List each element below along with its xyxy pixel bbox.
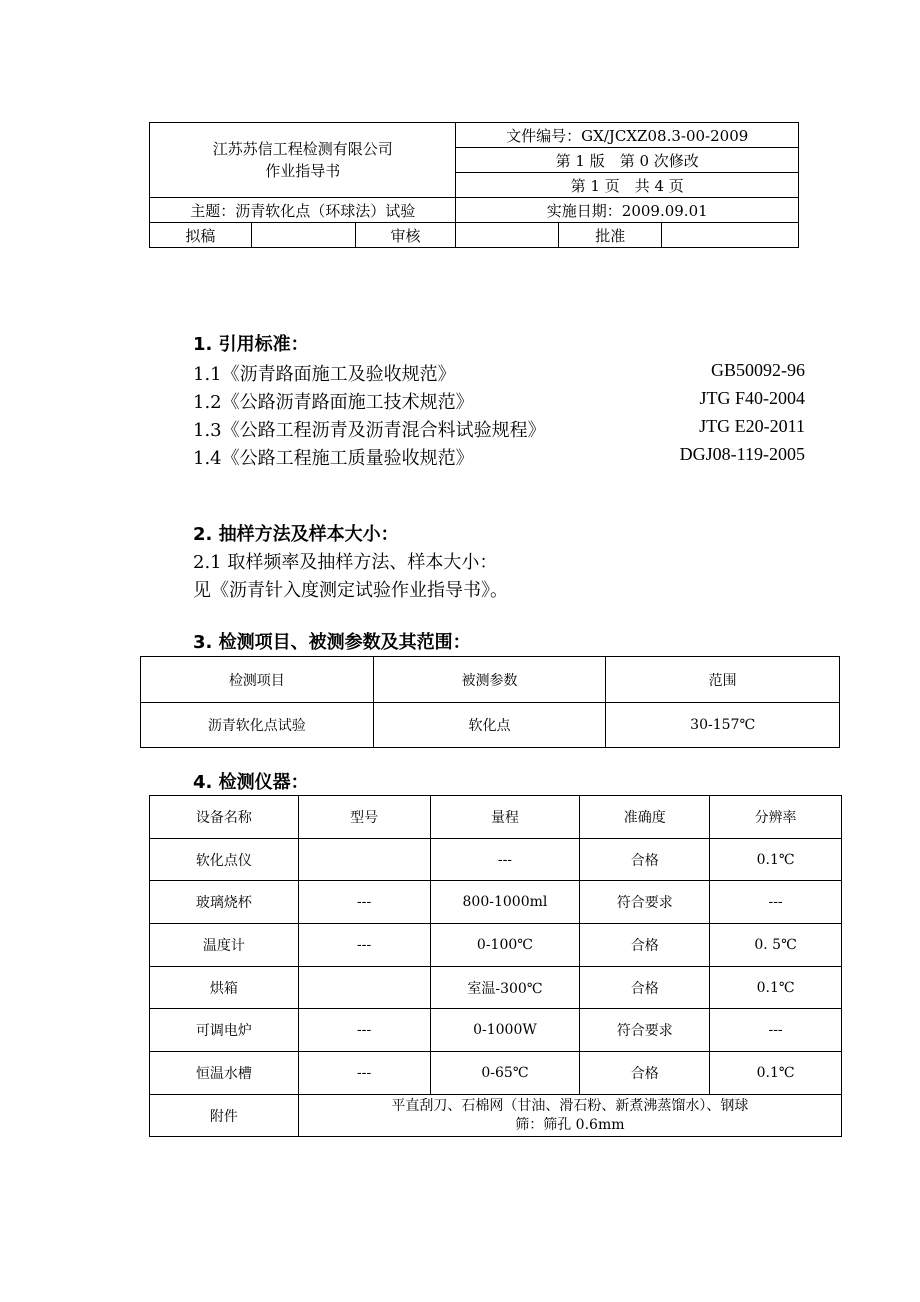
table-row [150, 967, 842, 1009]
reference-name: 1.2《公路沥青路面施工技术规范》 [193, 392, 474, 413]
reference-item [193, 444, 805, 470]
approve-value [662, 223, 799, 248]
subject: 主题：沥青软化点（环球法）试验 [150, 198, 456, 223]
reference-code: GB50092-96 [711, 360, 805, 380]
table-cell: 合格 [580, 839, 710, 881]
table-header: 检测项目 [141, 657, 374, 703]
draft-value [251, 223, 355, 248]
section1-title: 1. 引用标准： [193, 334, 309, 355]
table-cell: 合格 [580, 967, 710, 1009]
reference-code: DGJ08-119-2005 [679, 444, 805, 464]
table-row [150, 839, 842, 881]
document-header-table [149, 122, 799, 248]
table-cell: 0.1℃ [710, 1052, 842, 1095]
table-cell: --- [298, 1009, 430, 1052]
table-header: 型号 [298, 796, 430, 839]
table-cell: 沥青软化点试验 [141, 703, 374, 748]
table-header: 被测参数 [373, 657, 606, 703]
table-row [150, 881, 842, 924]
table-cell: 玻璃烧杯 [150, 881, 299, 924]
section3-title: 3. 检测项目、被测参数及其范围： [193, 632, 471, 653]
section4-title: 4. 检测仪器： [193, 772, 309, 793]
edition-info: 第 1 版 第 0 次修改 [456, 148, 799, 173]
approve-label: 批准 [559, 223, 662, 248]
review-label: 审核 [355, 223, 456, 248]
reference-code: JTG F40-2004 [699, 388, 805, 408]
reference-item [193, 388, 805, 414]
table-cell: --- [710, 881, 842, 924]
accessory-cell [298, 1095, 841, 1137]
doc-number: 文件编号：GX/JCXZ08.3-00-2009 [456, 123, 799, 148]
sampling-reference: 见《沥青针入度测定试验作业指导书》。 [193, 580, 508, 601]
review-value [456, 223, 559, 248]
sampling-line: 2.1 取样频率及抽样方法、样本大小： [193, 552, 498, 573]
reference-name: 1.4《公路工程施工质量验收规范》 [193, 448, 474, 469]
table-cell [298, 967, 430, 1009]
accessory-line: 平直刮刀、石棉网（甘油、滑石粉、新煮沸蒸馏水）、钢球 [391, 1097, 749, 1114]
reference-name: 1.3《公路工程沥青及沥青混合料试验规程》 [193, 420, 546, 441]
table-cell: 0-1000W [430, 1009, 580, 1052]
table-cell: 0-100℃ [430, 924, 580, 967]
table-cell: 合格 [580, 1052, 710, 1095]
accessory-label: 附件 [150, 1095, 299, 1137]
table-header: 分辨率 [710, 796, 842, 839]
table-cell: 软化点仪 [150, 839, 299, 881]
table-cell: 可调电炉 [150, 1009, 299, 1052]
table-cell: 0.1℃ [710, 967, 842, 1009]
table-cell: --- [710, 1009, 842, 1052]
table-row [150, 1052, 842, 1095]
table-cell: 800-1000ml [430, 881, 580, 924]
table-cell: 合格 [580, 924, 710, 967]
table-header: 范围 [606, 657, 840, 703]
table-header: 设备名称 [150, 796, 299, 839]
table-cell: --- [430, 839, 580, 881]
company-name: 江苏苏信工程检测有限公司 [212, 140, 393, 158]
table-cell: 符合要求 [580, 881, 710, 924]
table-cell: 0-65℃ [430, 1052, 580, 1095]
instrument-table [149, 795, 842, 1137]
table-row [150, 1009, 842, 1052]
reference-code: JTG E20-2011 [699, 416, 805, 436]
table-cell: 室温-300℃ [430, 967, 580, 1009]
table-header: 准确度 [580, 796, 710, 839]
page-info: 第 1 页 共 4 页 [456, 173, 799, 198]
company-name-cell [150, 123, 456, 198]
table-cell: 0. 5℃ [710, 924, 842, 967]
table-cell [298, 839, 430, 881]
table-cell: --- [298, 881, 430, 924]
accessory-line: 筛：筛孔 0.6mm [515, 1116, 625, 1133]
table-cell: 0.1℃ [710, 839, 842, 881]
table-header: 量程 [430, 796, 580, 839]
section2-title: 2. 抽样方法及样本大小： [193, 524, 399, 545]
test-items-table [140, 656, 840, 748]
doc-type: 作业指导书 [265, 162, 341, 180]
draft-label: 拟稿 [150, 223, 252, 248]
effective-date: 实施日期：2009.09.01 [456, 198, 799, 223]
table-cell: --- [298, 1052, 430, 1095]
table-row [150, 924, 842, 967]
reference-item [193, 416, 805, 442]
table-cell: --- [298, 924, 430, 967]
reference-name: 1.1《沥青路面施工及验收规范》 [193, 364, 456, 385]
table-cell: 软化点 [373, 703, 606, 748]
table-cell: 烘箱 [150, 967, 299, 1009]
table-cell: 温度计 [150, 924, 299, 967]
table-cell: 恒温水槽 [150, 1052, 299, 1095]
table-cell: 30-157℃ [606, 703, 840, 748]
table-cell: 符合要求 [580, 1009, 710, 1052]
reference-item [193, 360, 805, 386]
table-row [150, 1095, 842, 1137]
